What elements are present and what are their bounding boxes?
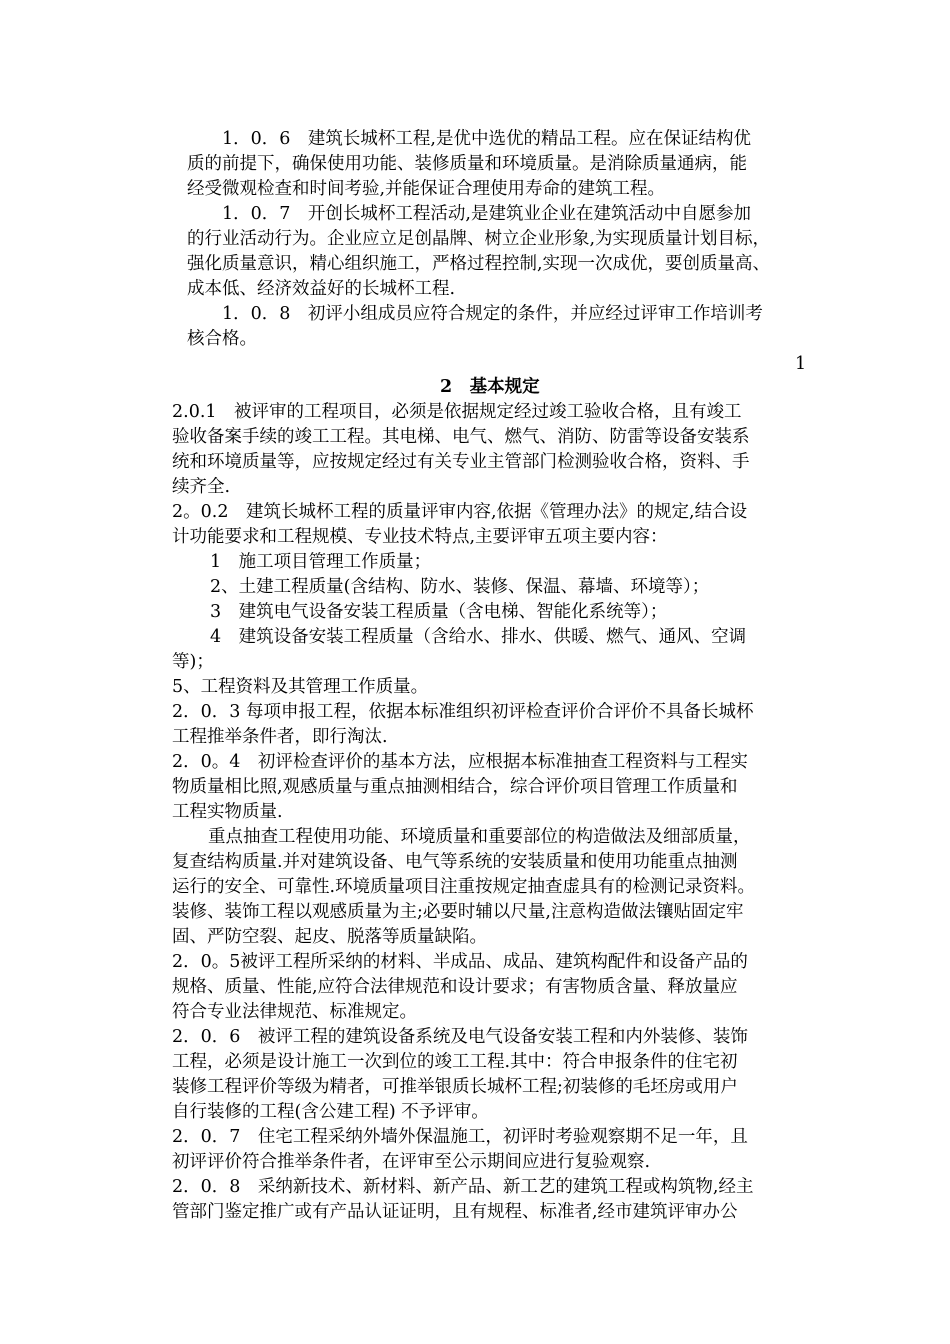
text-line: 核合格。 <box>187 329 257 349</box>
text-line: 符合专业法律规范、标准规定。 <box>172 1002 417 1022</box>
text-line: 1．0．8 初评小组成员应符合规定的条件，并应经过评审工作培训考 <box>222 304 763 324</box>
text-line: 1．0．6 建筑长城杯工程,是优中选优的精品工程。应在保证结构优 <box>222 129 751 149</box>
text-line: 2．0．6 被评工程的建筑设备系统及电气设备安装工程和内外装修、装饰 <box>172 1027 748 1047</box>
list-item: 5、工程资料及其管理工作质量。 <box>172 677 429 697</box>
text-line: 2.0.1 被评审的工程项目，必须是依据规定经过竣工验收合格，且有竣工 <box>172 402 742 422</box>
text-line: 经受微观检查和时间考验,并能保证合理使用寿命的建筑工程。 <box>187 179 666 199</box>
text-line: 续齐全. <box>172 477 231 497</box>
text-line: 2。0.2 建筑长城杯工程的质量评审内容,依据《管理办法》的规定,结合设 <box>172 502 748 522</box>
text-line: 初评评价符合推举条件者，在评审至公示期间应进行复验观察. <box>172 1152 651 1172</box>
text-line: 2．0．8 采纳新技术、新材料、新产品、新工艺的建筑工程或构筑物,经主 <box>172 1177 754 1197</box>
text-line: 工程推举条件者，即行淘汰. <box>172 727 388 747</box>
text-line: 物质量相比照,观感质量与重点抽测相结合，综合评价项目管理工作质量和 <box>172 777 738 797</box>
text-line: 质的前提下，确保使用功能、装修质量和环境质量。是消除质量通病，能 <box>187 154 747 174</box>
list-item: 2、土建工程质量(含结构、防水、装修、保温、幕墙、环境等）； <box>210 577 710 597</box>
text-line: 管部门鉴定推广或有产品认证证明，且有规程、标准者,经市建筑评审办公 <box>172 1202 738 1222</box>
text-line: 计功能要求和工程规模、专业技术特点,主要评审五项主要内容： <box>172 527 668 547</box>
text-line: 装修工程评价等级为精者，可推举银质长城杯工程;初装修的毛坯房或用户 <box>172 1077 738 1097</box>
text-line: 2．0。4 初评检查评价的基本方法，应根据本标准抽查工程资料与工程实 <box>172 752 748 772</box>
text-line: 装修、装饰工程以观感质量为主;必要时辅以尺量,注意构造做法镶贴固定牢 <box>172 902 744 922</box>
section-title: 2 基本规定 <box>440 377 540 397</box>
text-line: 运行的安全、可靠性.环境质量项目注重按规定抽查虚具有的检测记录资料。 <box>172 877 756 897</box>
text-line: 规格、质量、性能,应符合法律规范和设计要求；有害物质含量、释放量应 <box>172 977 738 997</box>
text-line: 自行装修的工程(含公建工程) 不予评审。 <box>172 1102 489 1122</box>
list-item: 3 建筑电气设备安装工程质量（含电梯、智能化系统等）； <box>210 602 668 622</box>
text-line: 2．0．3 每项申报工程，依据本标准组织初评检查评价合评价不具备长城杯 <box>172 702 754 722</box>
text-line: 成本低、经济效益好的长城杯工程. <box>187 279 456 299</box>
text-line: 2．0。5被评工程所采纳的材料、半成品、成品、建筑构配件和设备产品的 <box>172 952 748 972</box>
text-line: 重点抽查工程使用功能、环境质量和重要部位的构造做法及细部质量， <box>208 827 751 847</box>
text-line: 统和环境质量等，应按规定经过有关专业主管部门检测验收合格，资料、手 <box>172 452 750 472</box>
text-line: 2．0．7 住宅工程采纳外墙外保温施工，初评时考验观察期不足一年，且 <box>172 1127 748 1147</box>
text-line: 验收备案手续的竣工工程。其电梯、电气、燃气、消防、防雷等设备安装系 <box>172 427 750 447</box>
page-number: 1 <box>795 354 807 374</box>
text-line: 固、严防空裂、起皮、脱落等质量缺陷。 <box>172 927 487 947</box>
text-line: 1．0．7 开创长城杯工程活动,是建筑业企业在建筑活动中自愿参加 <box>222 204 751 224</box>
text-line: 工程实物质量. <box>172 802 283 822</box>
text-line: 工程，必须是设计施工一次到位的竣工工程.其中：符合申报条件的住宅初 <box>172 1052 738 1072</box>
list-item: 4 建筑设备安装工程质量（含给水、排水、供暖、燃气、通风、空调 <box>210 627 747 647</box>
text-line: 复查结构质量.并对建筑设备、电气等系统的安装质量和使用功能重点抽测 <box>172 852 738 872</box>
list-item: 1 施工项目管理工作质量； <box>210 552 432 572</box>
text-line: 强化质量意识，精心组织施工，严格过程控制,实现一次成优，要创质量高、 <box>187 254 771 274</box>
text-line: 的行业活动行为。企业应立足创晶牌、树立企业形象,为实现质量计划目标， <box>187 229 771 249</box>
text-line: 等)； <box>172 652 214 672</box>
